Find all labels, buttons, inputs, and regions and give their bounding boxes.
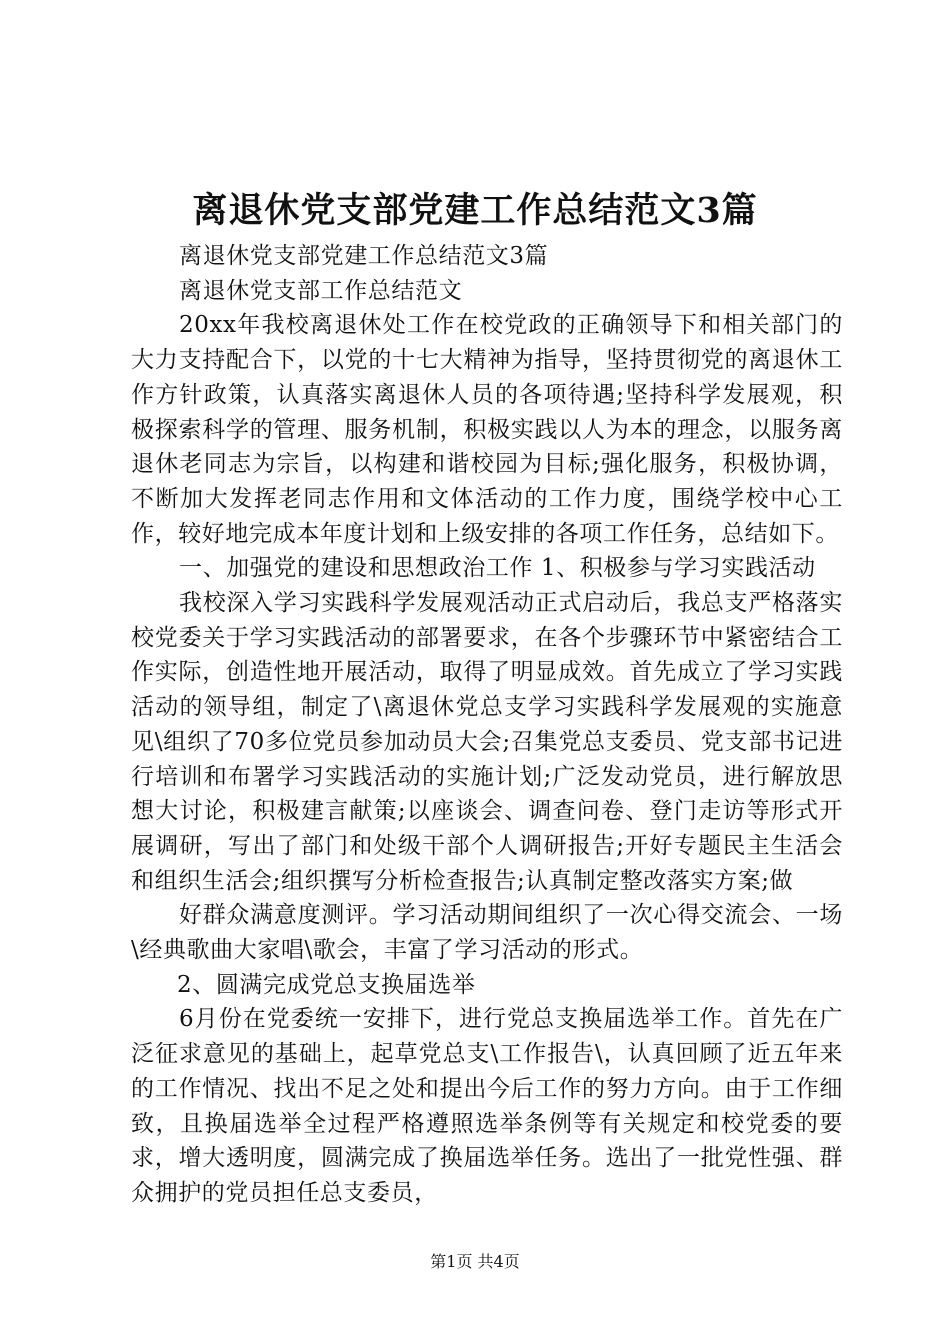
paragraph-section-title: 离退休党支部工作总结范文 — [179, 277, 463, 304]
document-title: 离退休党支部党建工作总结范文3篇 — [192, 190, 758, 231]
paragraph-heading-two: 2、圆满完成党总支换届选举 — [177, 971, 476, 998]
paragraph-heading-one: 一、加强党的建设和思想政治工作 1、积极参与学习实践活动 — [179, 555, 816, 582]
paragraph-subtitle: 离退休党支部党建工作总结范文3篇 — [179, 243, 549, 269]
paragraph-election: 6月份在党委统一安排下，进行党总支换届选举工作。首先在广泛征求意见的基础上，起草党总支\工作报告\，认真回顾了近五年来的工作情况、找出不足之处和提出今后工作的努力方向。由于工作细致，且换届选举全过程严格遵照选举条例等有关规定和校党委的要求，增大透明度，圆满完成了换届选举任务。选出了一批党性强、群众拥护的党员担任总支委员， — [131, 1006, 843, 1206]
page-number: 第1页 共4页 — [430, 1252, 520, 1271]
paragraph-study-activity-cont: 好群众满意度测评。学习活动期间组织了一次心得交流会、一场\经典歌曲大家唱\歌会，丰富了学习活动的形式。 — [131, 902, 843, 964]
document-body — [131, 239, 843, 1211]
paragraph-study-activity: 我校深入学习实践科学发展观活动正式启动后，我总支严格落实校党委关于学习实践活动的部署要求，在各个步骤环节中紧密结合工作实际，创造性地开展活动，取得了明显成效。首先成立了学习实践活动的领导组，制定了\离退休党总支学习实践科学发展观的实施意见\组织了70多位党员参加动员大会;召集党总支委员、党支部书记进行培训和布署学习实践活动的实施计划;广泛发动党员，进行解放思想大讨论，积极建言献策;以座谈会、调查问卷、登门走访等形式开展调研，写出了部门和处级干部个人调研报告;开好专题民主生活会和组织生活会;组织撰写分析检查报告;认真制定整改落实方案;做 — [131, 590, 843, 894]
paragraph-intro: 20xx年我校离退休处工作在校党政的正确领导下和相关部门的大力支持配合下，以党的十七大精神为指导，坚持贯彻党的离退休工作方针政策，认真落实离退休人员的各项待遇;坚持科学发展观，积极探索科学的管理、服务机制，积极实践以人为本的理念，以服务离退休老同志为宗旨，以构建和谐校园为目标;强化服务，积极协调，不断加大发挥老同志作用和文体活动的工作力度，围绕学校中心工作，较好地完成本年度计划和上级安排的各项工作任务，总结如下。 — [131, 312, 843, 547]
